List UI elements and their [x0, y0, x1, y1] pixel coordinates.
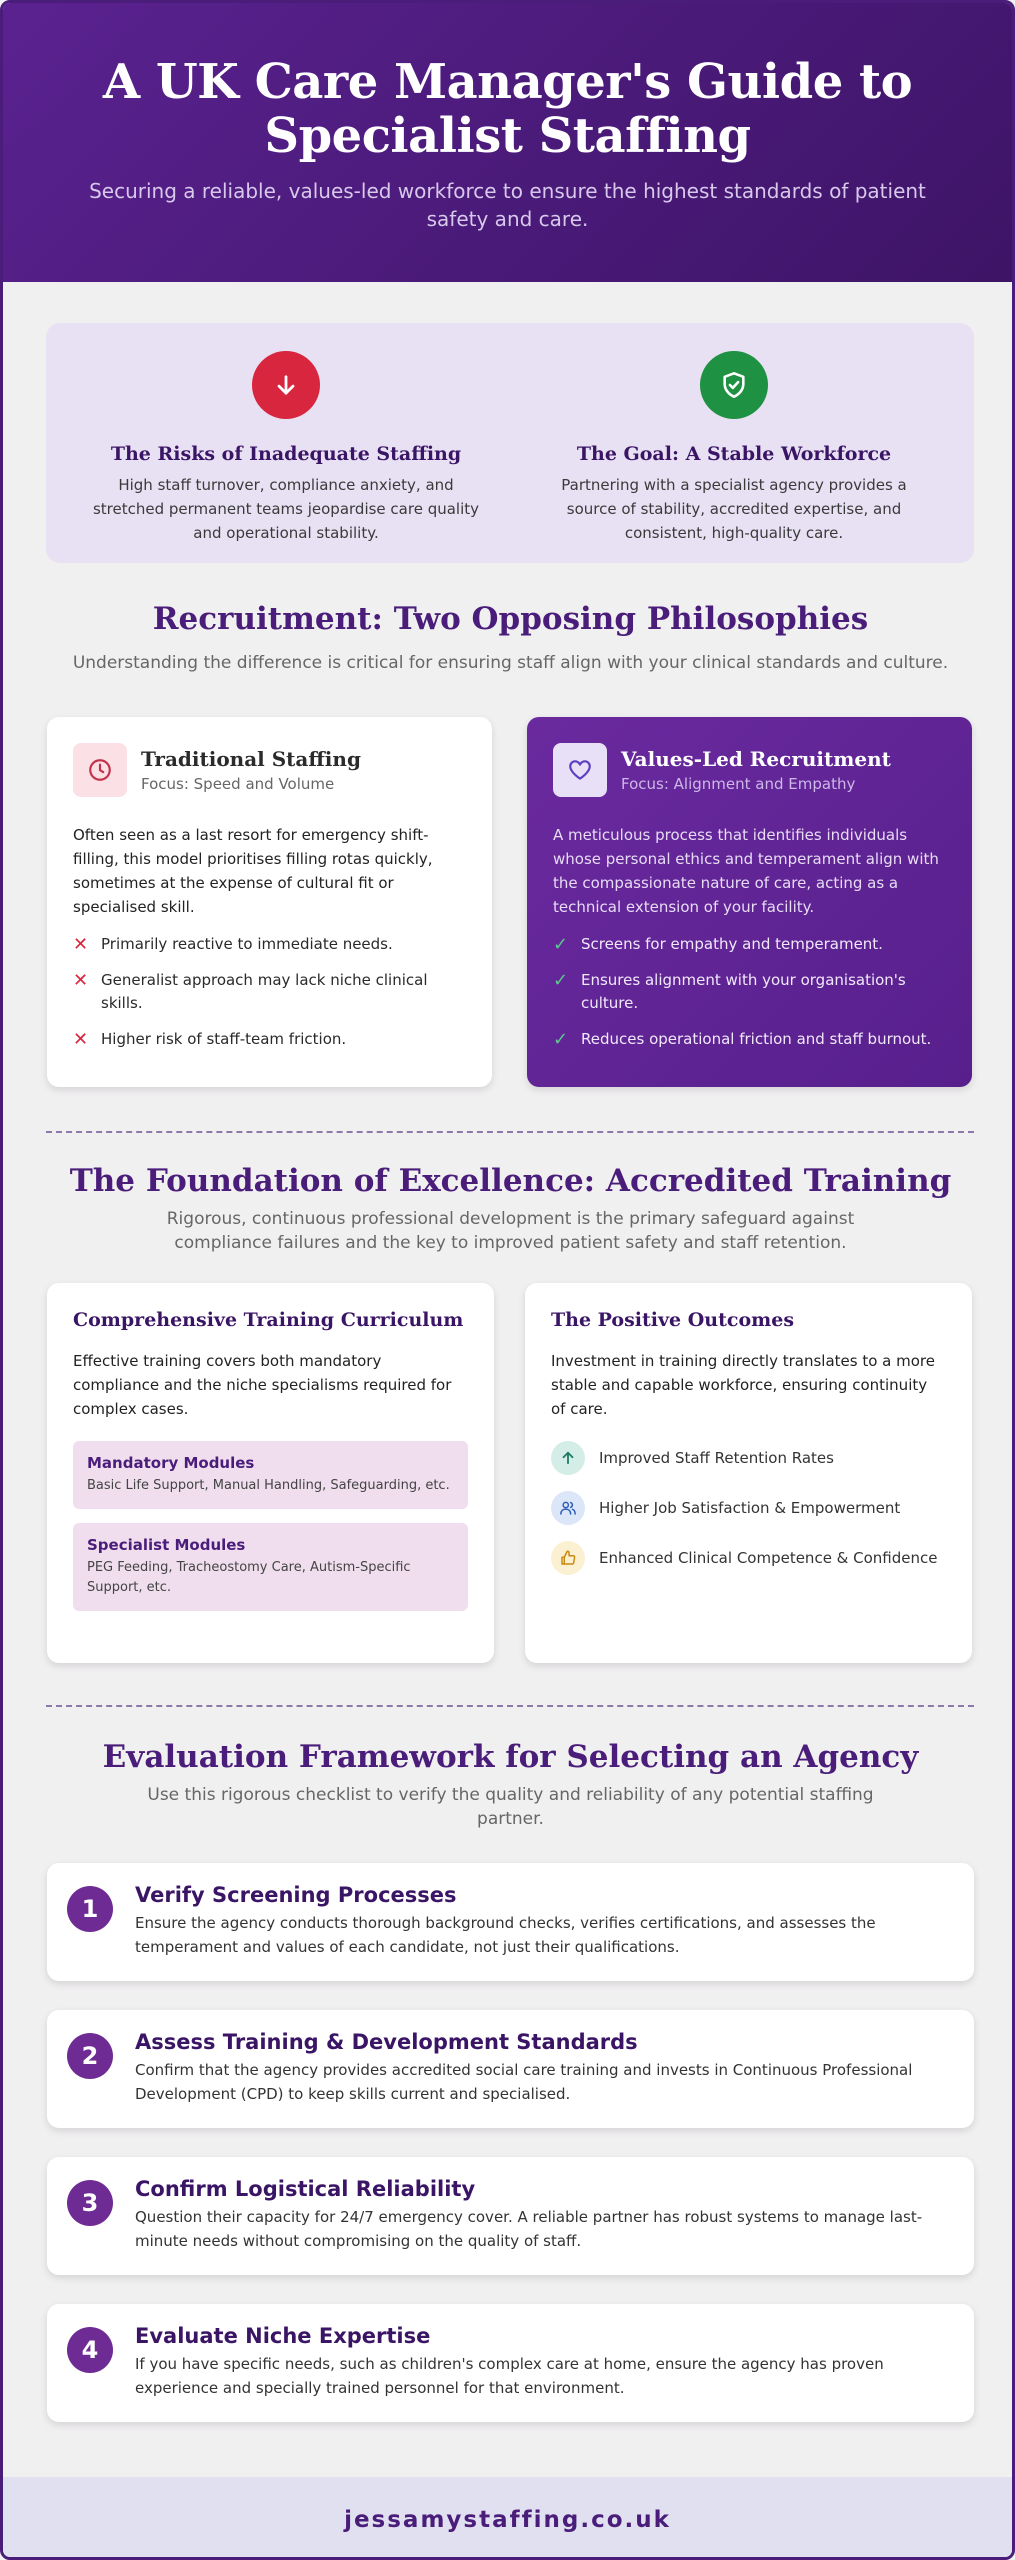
shield-check-icon: [700, 351, 768, 419]
values-led-card: [527, 717, 972, 1087]
training-curriculum-card: [47, 1283, 494, 1663]
goal-title: The Goal: A Stable Workforce: [576, 443, 892, 465]
page-title: A UK Care Manager's Guide to Specialist Staffing: [102, 54, 913, 164]
module-name: Mandatory Modules: [87, 1454, 255, 1472]
evaluation-title: Evaluation Framework for Selecting an Agency: [102, 1739, 919, 1775]
intro-panel: [46, 323, 974, 563]
list-item-text: Higher risk of staff-team friction.: [101, 1030, 347, 1048]
cross-icon: ✕: [73, 934, 89, 955]
values-led-header: [553, 743, 946, 797]
page-header: [3, 3, 1012, 282]
goal-block: [534, 351, 934, 545]
values-led-focus: Focus: Alignment and Empathy: [621, 775, 856, 793]
recruitment-subtitle: Understanding the difference is critical for ensuring staff align with your clinical standards and culture.: [72, 653, 949, 673]
checklist-step-3: [47, 2157, 974, 2275]
list-item: [73, 933, 466, 956]
risks-block: [86, 351, 486, 545]
step-title: Evaluate Niche Expertise: [135, 2324, 431, 2348]
evaluation-subtitle: Use this rigorous checklist to verify the quality and reliability of any potential staffing partner.: [147, 1785, 874, 1829]
users-icon: [551, 1491, 585, 1525]
module-detail: PEG Feeding, Tracheostomy Care, Autism-Specific Support, etc.: [87, 1560, 411, 1595]
checklist-step-2: [47, 2010, 974, 2128]
list-item-text: Ensures alignment with your organisation's culture.: [581, 971, 906, 1012]
step-title: Confirm Logistical Reliability: [135, 2177, 476, 2201]
clock-icon: [73, 743, 127, 797]
traditional-header: [73, 743, 466, 797]
outcome-label: Higher Job Satisfaction & Empowerment: [599, 1499, 901, 1517]
cross-icon: ✕: [73, 1029, 89, 1050]
values-led-description: A meticulous process that identifies individuals whose personal ethics and temperament align with the compassionate nature of care, acting as a technical extension of your facility.: [553, 826, 939, 916]
arrow-up-icon: [551, 1441, 585, 1475]
list-item: [553, 969, 946, 1015]
list-item-text: Screens for empathy and temperament.: [581, 935, 883, 953]
traditional-points: [73, 933, 466, 1051]
section-divider: [46, 1131, 974, 1133]
outcome-label: Improved Staff Retention Rates: [599, 1449, 834, 1467]
step-number: 3: [67, 2180, 113, 2226]
module-detail: Basic Life Support, Manual Handling, Safeguarding, etc.: [87, 1478, 450, 1493]
page-footer: [3, 2477, 1012, 2560]
outcome-item: [551, 1541, 946, 1575]
step-number: 2: [67, 2033, 113, 2079]
heart-icon: [553, 743, 607, 797]
outcome-item: [551, 1441, 946, 1475]
step-text: Question their capacity for 24/7 emergency cover. A reliable partner has robust systems to manage last-minute needs without compromising on the quality of staff.: [135, 2208, 923, 2250]
step-text: If you have specific needs, such as children's complex care at home, ensure the agency has proven experience and specially trained personnel for that environment.: [135, 2355, 884, 2397]
specialist-modules-box: [73, 1523, 468, 1611]
curriculum-text: Effective training covers both mandatory compliance and the niche specialisms required for complex cases.: [73, 1352, 452, 1418]
recruitment-title: Recruitment: Two Opposing Philosophies: [152, 601, 869, 637]
thumbs-up-icon: [551, 1541, 585, 1575]
outcome-label: Enhanced Clinical Competence & Confidence: [599, 1549, 938, 1567]
list-item: [553, 933, 946, 956]
outcomes-text: Investment in training directly translates to a more stable and capable workforce, ensuring continuity of care.: [551, 1352, 936, 1418]
risks-text: High staff turnover, compliance anxiety, and stretched permanent teams jeopardise care quality and operational stability.: [92, 476, 480, 542]
risks-title: The Risks of Inadequate Staffing: [110, 443, 462, 465]
mandatory-modules-box: [73, 1441, 468, 1509]
list-item-text: Generalist approach may lack niche clinical skills.: [101, 971, 428, 1012]
step-number: 1: [67, 1886, 113, 1932]
step-number: 4: [67, 2327, 113, 2373]
goal-text: Partnering with a specialist agency provides a source of stability, accredited expertise, and consistent, high-quality care.: [561, 476, 907, 542]
training-title: The Foundation of Excellence: Accredited Training: [69, 1163, 952, 1199]
outcomes-title: The Positive Outcomes: [551, 1309, 795, 1331]
step-text: Ensure the agency conducts thorough background checks, verifies certifications, and assesses the temperament and values of each candidate, not just their qualifications.: [135, 1914, 876, 1956]
checklist-step-4: [47, 2304, 974, 2422]
training-subtitle: Rigorous, continuous professional development is the primary safeguard against compliance failures and the key to improved patient safety and staff retention.: [166, 1209, 855, 1253]
cross-icon: ✕: [73, 970, 89, 991]
module-name: Specialist Modules: [87, 1536, 246, 1554]
traditional-title: Traditional Staffing: [141, 747, 361, 771]
positive-outcomes-card: [525, 1283, 972, 1663]
step-text: Confirm that the agency provides accredited social care training and invests in Continuous Professional Development (CPD) to keep skills current and specialised.: [135, 2061, 913, 2103]
check-icon: ✓: [553, 970, 569, 991]
checklist-step-1: [47, 1863, 974, 1981]
section-divider: [46, 1705, 974, 1707]
list-item: [553, 1028, 946, 1051]
arrow-down-icon: [252, 351, 320, 419]
step-title: Verify Screening Processes: [135, 1883, 457, 1907]
list-item-text: Primarily reactive to immediate needs.: [101, 935, 393, 953]
values-led-title: Values-Led Recruitment: [621, 747, 891, 771]
list-item: [73, 969, 466, 1015]
traditional-staffing-card: [47, 717, 492, 1087]
list-item-text: Reduces operational friction and staff burnout.: [581, 1030, 932, 1048]
footer-website-link[interactable]: jessamystaffing.co.uk: [344, 2507, 671, 2533]
step-title: Assess Training & Development Standards: [135, 2030, 638, 2054]
values-led-points: [553, 933, 946, 1051]
outcome-item: [551, 1491, 946, 1525]
page-subtitle: Securing a reliable, values-led workforce to ensure the highest standards of patient safety and care.: [89, 179, 926, 231]
traditional-description: Often seen as a last resort for emergency shift-filling, this model prioritises filling rotas quickly, sometimes at the expense of cultural fit or specialised skill.: [73, 826, 433, 916]
curriculum-title: Comprehensive Training Curriculum: [73, 1309, 464, 1331]
check-icon: ✓: [553, 934, 569, 955]
traditional-focus: Focus: Speed and Volume: [141, 775, 335, 793]
check-icon: ✓: [553, 1029, 569, 1050]
list-item: [73, 1028, 466, 1051]
